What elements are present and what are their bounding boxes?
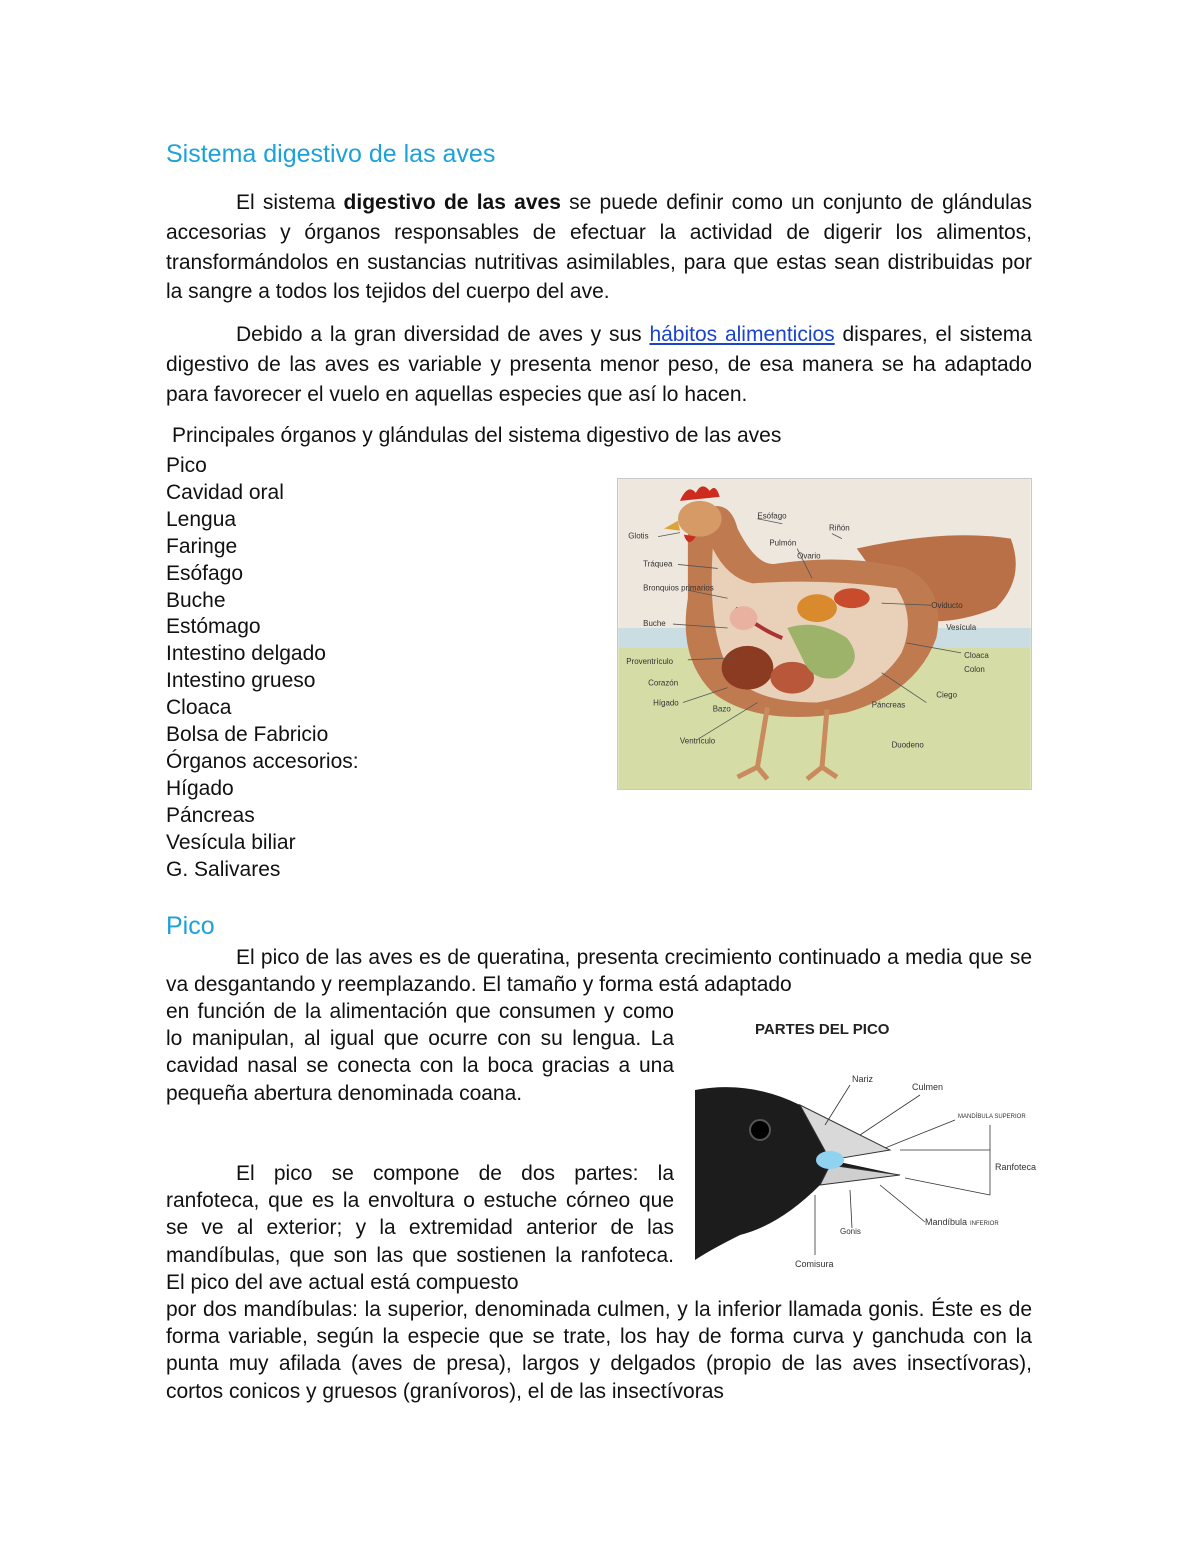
hen-digestive-illustration: [617, 478, 1032, 790]
hen-label: Glotis: [628, 531, 649, 541]
hen-label: Páncreas: [871, 700, 906, 710]
list-item: Estómago: [166, 615, 261, 639]
hen-label: Tráquea: [643, 559, 673, 569]
list-item: Pico: [166, 454, 207, 477]
list-item: Órganos accesorios:: [166, 749, 359, 773]
list-item: Buche: [166, 588, 226, 612]
beak-label: Gonis: [840, 1227, 861, 1236]
list-item: Cloaca: [166, 696, 232, 720]
hen-label: Bronquios primarios: [643, 583, 714, 593]
hen-label: Hígado: [653, 698, 679, 708]
intro-paragraph-2: [166, 320, 1032, 409]
intro-paragraph-1: [166, 188, 1032, 307]
beak-label: Culmen: [912, 1082, 944, 1092]
beak-figure-title: PARTES DEL PICO: [755, 1021, 890, 1038]
list-item: Vesícula biliar: [166, 830, 296, 854]
section-heading-pico: Pico: [166, 912, 215, 940]
hen-label: Esófago: [757, 511, 787, 521]
list-item: Páncreas: [166, 803, 255, 827]
hen-label: Cloaca: [964, 650, 989, 660]
text-span: Debido a la gran diversidad de aves y sus: [236, 323, 650, 346]
page-title: Sistema digestivo de las aves: [166, 140, 496, 168]
list-item: Cavidad oral: [166, 480, 284, 504]
hen-label: Riñón: [828, 523, 850, 533]
hen-label: Pulmón: [769, 538, 797, 548]
pico-paragraph-2-continued: por dos mandíbulas: la superior, denominada culmen, y la inferior llamada gonis. Éste es de forma variable, según la especie que se trate, los hay de forma curva y ganchuda con la punta muy afilada (aves de presa), largos y delgados (propio de las aves insectívoras), cortos conicos y gruesos (granívoros), el de las insectívoras: [166, 1298, 1032, 1403]
pico-paragraph-1-top: El pico de las aves es de queratina, presenta crecimiento continuado a media que se va desgantando y reemplazando. El tamaño y forma está adaptado: [166, 946, 1032, 997]
list-item: Lengua: [166, 507, 237, 531]
hen-label: Oviducto: [931, 601, 963, 611]
habitos-alimenticios-link[interactable]: hábitos alimenticios: [649, 323, 835, 346]
hen-label: Ventrículo: [679, 736, 716, 746]
hen-label: Buche: [643, 619, 666, 629]
hen-label: Bazo: [712, 704, 731, 714]
list-item: Bolsa de Fabricio: [166, 723, 329, 747]
hen-label: Colon: [964, 664, 985, 674]
list-item: Esófago: [166, 561, 244, 585]
hen-label: Corazón: [648, 678, 679, 688]
beak-label: INFERIOR: [970, 1221, 999, 1227]
beak-label: Nariz: [852, 1074, 874, 1084]
hen-label: Duodeno: [891, 740, 924, 750]
list-item: Hígado: [166, 776, 234, 800]
beak-label: Comisura: [795, 1259, 834, 1269]
text-span: El sistema: [236, 191, 344, 214]
list-item: G. Salivares: [166, 857, 281, 881]
hen-label: Ovario: [797, 551, 821, 561]
list-item: Intestino grueso: [166, 669, 316, 693]
hen-label: Proventrículo: [626, 656, 674, 666]
beak-label: Ranfoteca: [995, 1162, 1037, 1172]
hen-label: Ciego: [936, 690, 958, 700]
list-item: Faringe: [166, 534, 238, 558]
bold-term: digestivo de las aves: [343, 191, 561, 214]
organs-list-title: Principales órganos y glándulas del sistema digestivo de las aves: [172, 424, 782, 447]
beak-label: MANDÍBULA SUPERIOR: [958, 1114, 1026, 1120]
beak-label: Mandíbula: [925, 1217, 968, 1227]
hen-label: Vesícula: [946, 623, 977, 633]
list-item: Intestino delgado: [166, 642, 326, 666]
text-span: se puede definir como un conjunto de glándulas accesorias y órganos responsables de efectuar la actividad de digerir los alimentos, transformándolos en sustancias nutritivas asimilables, para que estas sean distribuidas por la sangre a todos los tejidos del cuerpo del ave.: [166, 191, 1032, 304]
pico-paragraph-1-rest: en función de la alimentación que consumen y como lo manipulan, al igual que ocurre con su lengua. La cavidad nasal se conecta con la boca gracias a una pequeña abertura denominada coana.: [166, 1000, 674, 1105]
beak-parts-figure: [690, 1010, 1040, 1280]
text-span: dispares, el sistema digestivo de las aves es variable y presenta menor peso, de esa manera se ha adaptado para favorecer el vuelo en aquellas especies que así lo hacen.: [166, 323, 1032, 406]
organs-list: [166, 453, 359, 884]
pico-paragraph-2: El pico se compone de dos partes: la ranfoteca, que es la envoltura o estuche córneo que se ve al exterior; y la extremidad anterior de las mandíbulas, que son las que sostienen la ranfoteca. El pico del ave actual está compuesto: [166, 1162, 674, 1294]
